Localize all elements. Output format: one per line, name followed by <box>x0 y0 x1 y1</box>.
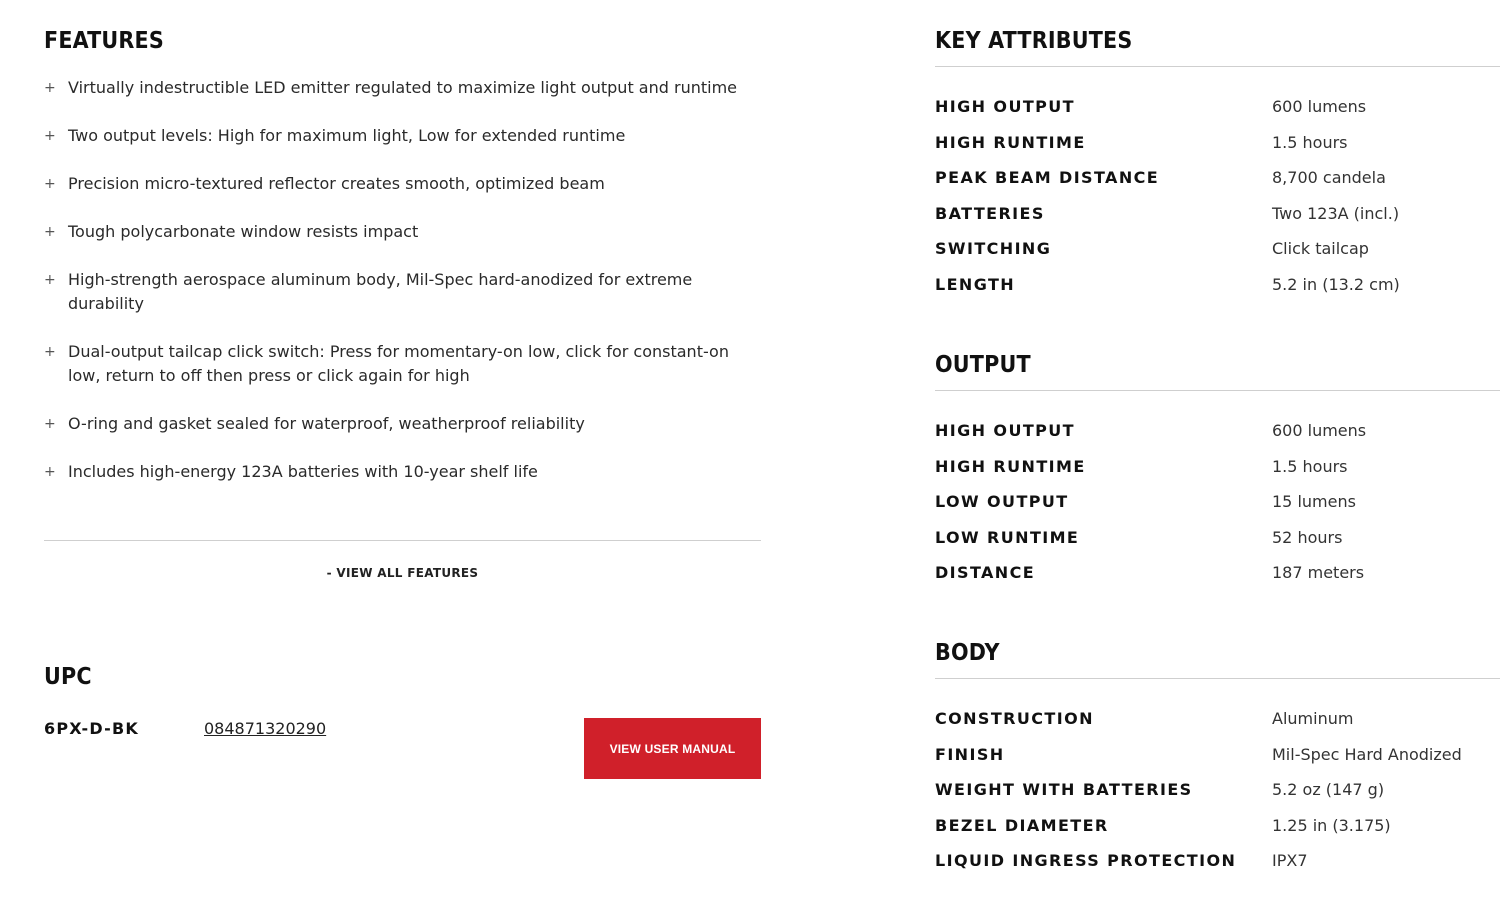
feature-item <box>44 76 761 100</box>
feature-item <box>44 340 761 388</box>
spec-value: IPX7 <box>1272 851 1308 871</box>
spec-value: 5.2 oz (147 g) <box>1272 780 1385 800</box>
body-title: BODY <box>935 640 1000 666</box>
features-title: FEATURES <box>44 28 165 54</box>
key-attributes-title: KEY ATTRIBUTES <box>935 28 1133 54</box>
plus-icon: + <box>44 344 56 360</box>
spec-row <box>935 125 1500 161</box>
features-list <box>44 76 761 484</box>
body-table <box>935 701 1500 879</box>
feature-item <box>44 412 761 436</box>
spec-label: BATTERIES <box>935 203 1045 223</box>
spec-label: DISTANCE <box>935 563 1036 583</box>
spec-label: LOW OUTPUT <box>935 492 1069 512</box>
feature-item <box>44 460 761 484</box>
section-divider <box>935 678 1500 679</box>
feature-text: Tough polycarbonate window resists impact <box>68 222 419 241</box>
spec-row <box>935 449 1500 485</box>
spec-value: 600 lumens <box>1272 97 1367 117</box>
spec-row <box>935 484 1500 520</box>
spec-row <box>935 520 1500 556</box>
plus-icon: + <box>44 176 56 192</box>
spec-value: 15 lumens <box>1272 492 1356 512</box>
spec-label: FINISH <box>935 744 1005 764</box>
feature-text: O-ring and gasket sealed for waterproof, weatherproof reliability <box>68 414 585 433</box>
section-divider <box>935 66 1500 67</box>
spec-row <box>935 843 1500 879</box>
spec-value: Two 123A (incl.) <box>1272 203 1400 223</box>
spec-label: LOW RUNTIME <box>935 527 1080 547</box>
feature-text: High-strength aerospace aluminum body, Mil-Spec hard-anodized for extreme durability <box>68 270 693 313</box>
spec-label: HIGH OUTPUT <box>935 97 1075 117</box>
plus-icon: + <box>44 416 56 432</box>
features-divider <box>44 540 761 541</box>
spec-value: 8,700 candela <box>1272 168 1386 188</box>
plus-icon: + <box>44 80 56 96</box>
spec-row <box>935 89 1500 125</box>
output-section <box>935 352 1500 591</box>
spec-row <box>935 737 1500 773</box>
spec-value: 600 lumens <box>1272 421 1367 441</box>
spec-row <box>935 267 1500 303</box>
spec-value: Mil-Spec Hard Anodized <box>1272 744 1462 764</box>
spec-label: LIQUID INGRESS PROTECTION <box>935 851 1237 871</box>
body-section <box>935 640 1500 879</box>
spec-value: 52 hours <box>1272 527 1343 547</box>
feature-text: Dual-output tailcap click switch: Press for momentary-on low, click for constant-on low, return to off then press or click again for high <box>68 342 729 385</box>
upc-code-link[interactable]: 084871320290 <box>204 719 327 738</box>
view-user-manual-button[interactable]: VIEW USER MANUAL <box>584 718 761 779</box>
spec-value: 5.2 in (13.2 cm) <box>1272 274 1400 294</box>
plus-icon: + <box>44 464 56 480</box>
feature-text: Precision micro-textured reflector creates smooth, optimized beam <box>68 174 605 193</box>
spec-value: Click tailcap <box>1272 239 1369 259</box>
spec-row <box>935 772 1500 808</box>
feature-text: Virtually indestructible LED emitter regulated to maximize light output and runtime <box>68 78 737 97</box>
spec-label: SWITCHING <box>935 239 1052 259</box>
key-attributes-section <box>935 28 1500 302</box>
spec-label: LENGTH <box>935 274 1016 294</box>
feature-item <box>44 172 761 196</box>
plus-icon: + <box>44 272 56 288</box>
view-all-features-link[interactable]: - VIEW ALL FEATURES <box>326 566 479 580</box>
spec-row <box>935 555 1500 591</box>
plus-icon: + <box>44 224 56 240</box>
output-table <box>935 413 1500 591</box>
upc-sku: 6PX-D-BK <box>44 719 139 738</box>
spec-label: BEZEL DIAMETER <box>935 815 1109 835</box>
spec-row <box>935 413 1500 449</box>
spec-label: WEIGHT WITH BATTERIES <box>935 780 1193 800</box>
spec-value: 1.25 in (3.175) <box>1272 815 1391 835</box>
spec-value: Aluminum <box>1272 709 1354 729</box>
output-title: OUTPUT <box>935 352 1031 378</box>
spec-value: 1.5 hours <box>1272 132 1348 152</box>
spec-label: HIGH OUTPUT <box>935 421 1075 441</box>
upc-title: UPC <box>44 664 92 690</box>
spec-row <box>935 196 1500 232</box>
spec-label: HIGH RUNTIME <box>935 132 1086 152</box>
feature-text: Two output levels: High for maximum light, Low for extended runtime <box>68 126 626 145</box>
key-attributes-table <box>935 89 1500 302</box>
feature-item <box>44 268 728 316</box>
feature-text: Includes high-energy 123A batteries with 10-year shelf life <box>68 462 538 481</box>
plus-icon: + <box>44 128 56 144</box>
spec-label: HIGH RUNTIME <box>935 456 1086 476</box>
spec-row <box>935 160 1500 196</box>
feature-item <box>44 220 761 244</box>
spec-label: PEAK BEAM DISTANCE <box>935 168 1160 188</box>
spec-row <box>935 701 1500 737</box>
spec-label: CONSTRUCTION <box>935 709 1094 729</box>
section-divider <box>935 390 1500 391</box>
spec-value: 187 meters <box>1272 563 1365 583</box>
spec-row <box>935 808 1500 844</box>
spec-row <box>935 231 1500 267</box>
spec-value: 1.5 hours <box>1272 456 1348 476</box>
feature-item <box>44 124 761 148</box>
